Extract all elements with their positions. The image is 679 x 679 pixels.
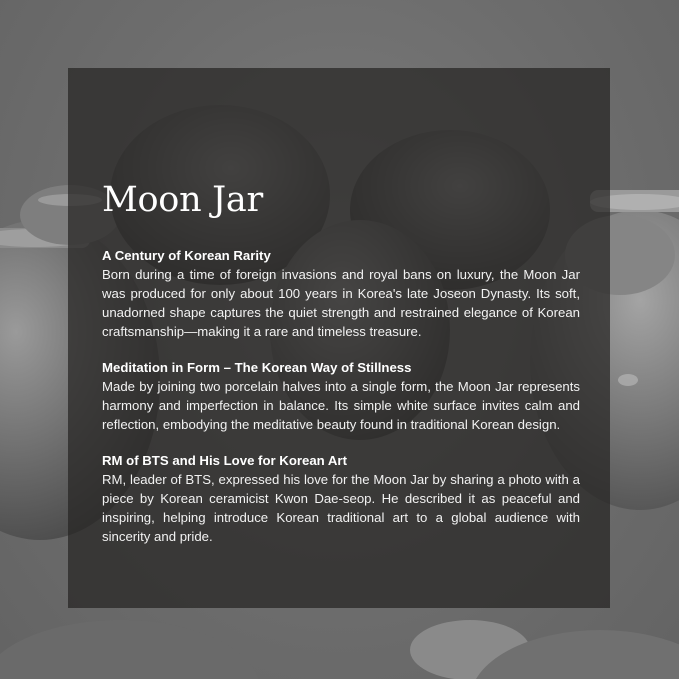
section-heading: RM of BTS and His Love for Korean Art: [102, 453, 347, 468]
section-century-of-rarity: [102, 246, 580, 341]
section-body: RM, leader of BTS, expressed his love for the Moon Jar by sharing a photo with a piece by Korean ceramicist Kwon Dae-seop. He described it as peaceful and inspiring, helping introduce Korean traditional art to a global audience with sincerity and pride.: [102, 472, 580, 544]
info-panel: [68, 68, 610, 608]
jar-bottom: [0, 620, 679, 679]
section-rm-of-bts: [102, 451, 580, 546]
section-body: Made by joining two porcelain halves into a single form, the Moon Jar represents harmony and imperfection in balance. Its simple white surface invites calm and reflection, embodying the meditative beauty found in traditional Korean design.: [102, 379, 580, 432]
section-meditation-in-form: [102, 358, 580, 434]
panel-title: Moon Jar: [102, 180, 263, 220]
section-heading: Meditation in Form – The Korean Way of Stillness: [102, 360, 412, 375]
section-body: Born during a time of foreign invasions and royal bans on luxury, the Moon Jar was produced for only about 100 years in Korea's late Joseon Dynasty. Its soft, unadorned shape captures the quiet strength and restrained elegance of Korean craftsmanship—making it a rare and timeless treasure.: [102, 267, 580, 339]
section-heading: A Century of Korean Rarity: [102, 248, 271, 263]
